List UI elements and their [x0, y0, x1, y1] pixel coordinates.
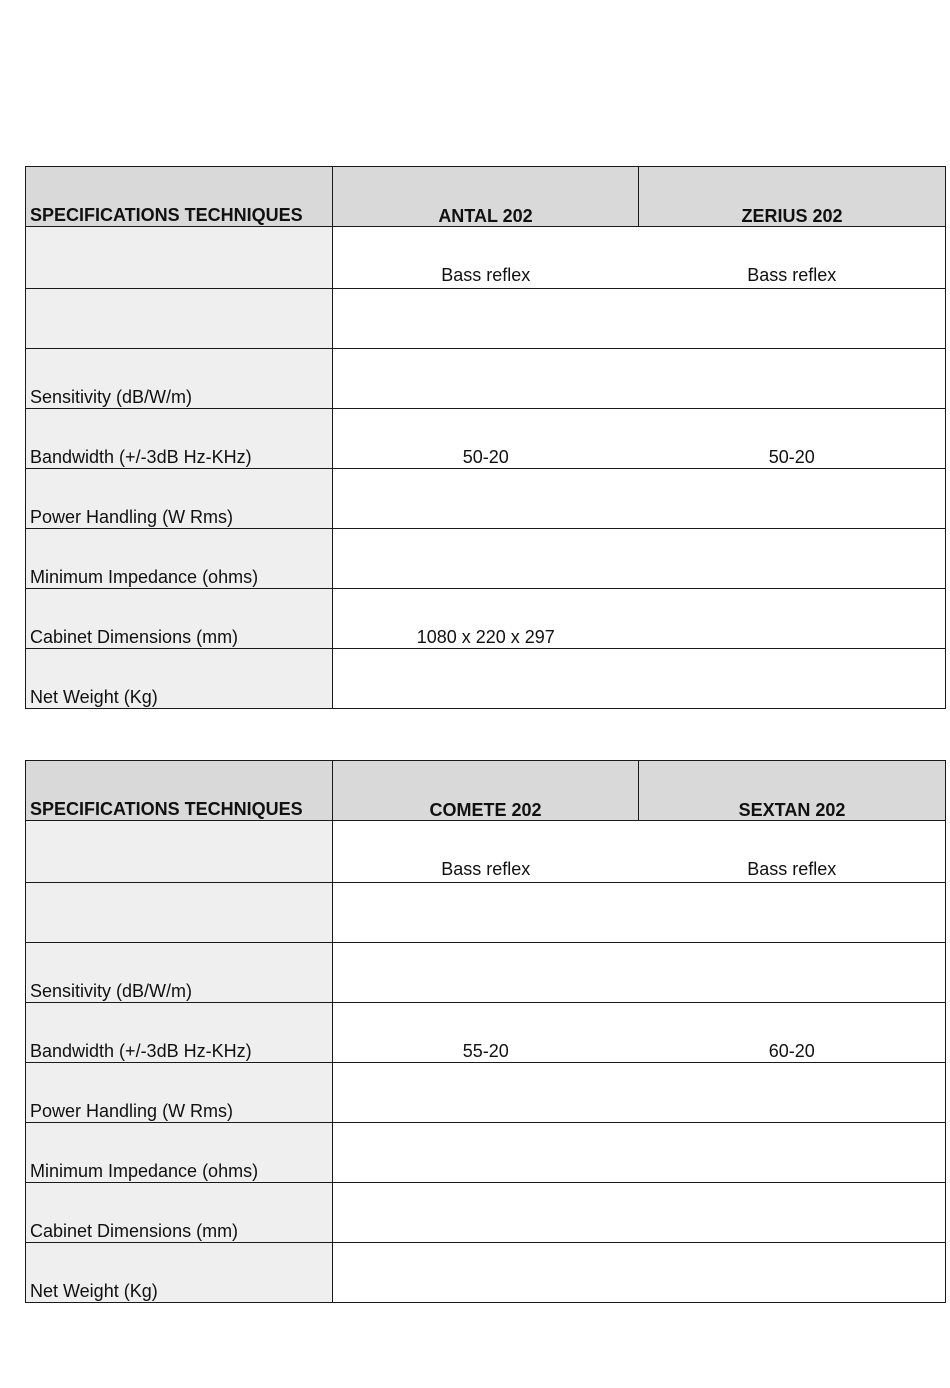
row-label: Minimum Impedance (ohms)	[26, 1123, 333, 1183]
row-label	[26, 883, 333, 943]
table-row	[26, 289, 946, 349]
header-model-comete: COMETE 202	[333, 761, 639, 821]
row-label: Cabinet Dimensions (mm)	[26, 1183, 333, 1243]
row-label: Bandwidth (+/-3dB Hz-KHz)	[26, 409, 333, 469]
cell-value	[639, 1243, 946, 1303]
table-row	[26, 1123, 946, 1183]
table-row	[26, 1003, 946, 1063]
cell-value: 60-20	[639, 1003, 946, 1063]
table-header-row	[26, 167, 946, 227]
table-row	[26, 649, 946, 709]
cell-value	[333, 469, 639, 529]
cell-value: 50-20	[333, 409, 639, 469]
cell-value: Bass reflex	[639, 227, 946, 289]
table-row	[26, 1063, 946, 1123]
row-label: Net Weight (Kg)	[26, 1243, 333, 1303]
table-row	[26, 349, 946, 409]
table-row	[26, 529, 946, 589]
header-model-sextan: SEXTAN 202	[639, 761, 946, 821]
cell-value	[333, 529, 639, 589]
row-label: Power Handling (W Rms)	[26, 1063, 333, 1123]
header-label: SPECIFICATIONS TECHNIQUES	[26, 167, 333, 227]
row-label: Power Handling (W Rms)	[26, 469, 333, 529]
cell-value	[639, 1063, 946, 1123]
cell-value	[639, 529, 946, 589]
table-row	[26, 469, 946, 529]
cell-value	[333, 289, 639, 349]
cell-value: Bass reflex	[333, 227, 639, 289]
table-row	[26, 821, 946, 883]
table-row	[26, 943, 946, 1003]
cell-value	[333, 883, 639, 943]
spec-table-antal-zerius	[25, 166, 946, 709]
header-label: SPECIFICATIONS TECHNIQUES	[26, 761, 333, 821]
spec-table-comete-sextan	[25, 760, 946, 1303]
cell-value	[639, 469, 946, 529]
row-label: Minimum Impedance (ohms)	[26, 529, 333, 589]
table-row	[26, 409, 946, 469]
row-label: Sensitivity (dB/W/m)	[26, 349, 333, 409]
row-label: Net Weight (Kg)	[26, 649, 333, 709]
row-label	[26, 289, 333, 349]
cell-value	[639, 589, 946, 649]
table-row	[26, 883, 946, 943]
cell-value	[639, 349, 946, 409]
cell-value	[639, 1183, 946, 1243]
table-row	[26, 1243, 946, 1303]
cell-value	[639, 649, 946, 709]
cell-value	[333, 349, 639, 409]
cell-value: 1080 x 220 x 297	[333, 589, 639, 649]
row-label: Cabinet Dimensions (mm)	[26, 589, 333, 649]
cell-value: Bass reflex	[333, 821, 639, 883]
row-label	[26, 821, 333, 883]
table-row	[26, 589, 946, 649]
cell-value	[333, 943, 639, 1003]
row-label: Sensitivity (dB/W/m)	[26, 943, 333, 1003]
row-label	[26, 227, 333, 289]
cell-value	[333, 1063, 639, 1123]
cell-value: 50-20	[639, 409, 946, 469]
header-model-zerius: ZERIUS 202	[639, 167, 946, 227]
cell-value: 55-20	[333, 1003, 639, 1063]
table-row	[26, 1183, 946, 1243]
cell-value	[333, 649, 639, 709]
cell-value	[639, 883, 946, 943]
cell-value	[333, 1123, 639, 1183]
row-label: Bandwidth (+/-3dB Hz-KHz)	[26, 1003, 333, 1063]
table-row	[26, 227, 946, 289]
cell-value	[639, 943, 946, 1003]
cell-value	[333, 1243, 639, 1303]
cell-value	[639, 289, 946, 349]
cell-value	[639, 1123, 946, 1183]
cell-value	[333, 1183, 639, 1243]
cell-value: Bass reflex	[639, 821, 946, 883]
table-header-row	[26, 761, 946, 821]
header-model-antal: ANTAL 202	[333, 167, 639, 227]
